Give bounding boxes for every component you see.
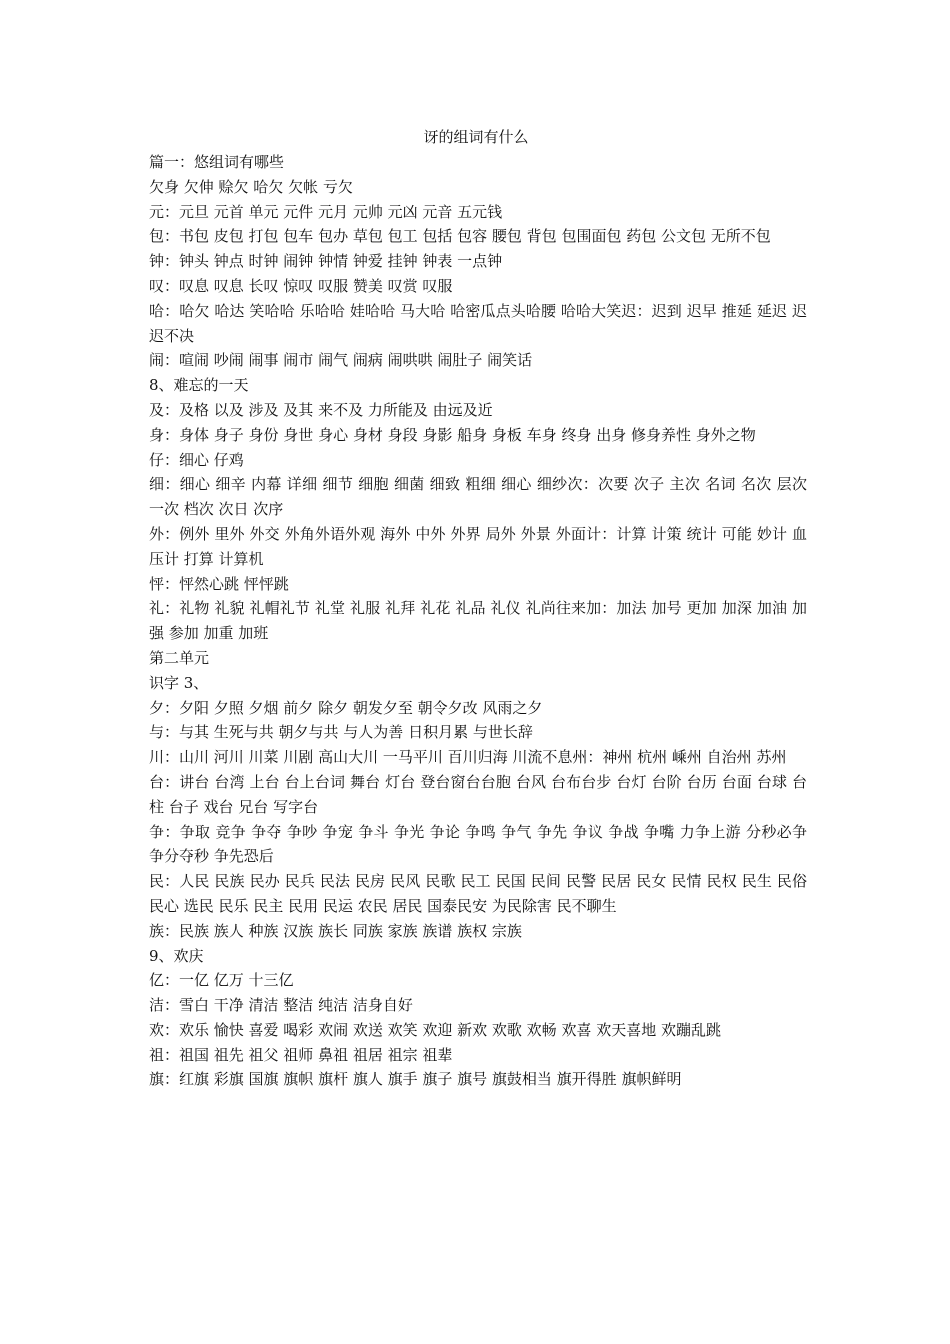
text-line: 篇一：悠组词有哪些 [149,153,285,171]
text-line: 祖：祖国 祖先 祖父 祖师 鼻祖 祖居 祖宗 祖辈 [149,1045,453,1064]
text-line: 身：身体 身子 身份 身世 身心 身材 身段 身影 船身 身板 车身 终身 出身 修身养性 身外之物 [149,425,756,444]
text-line: 细：细心 细辛 内幕 详细 细节 细胞 细菌 细致 粗细 细心 细纱次：次要 次子 主次 名词 名次 层次 一次 档次 次日 次序 [149,475,807,519]
text-line: 哈：哈欠 哈达 笑哈哈 乐哈哈 娃哈哈 马大哈 哈密瓜点头哈腰 哈哈大笑迟：迟到 迟早 推延 延迟 迟迟不决 [149,301,807,345]
text-line: 仔：细心 仔鸡 [149,450,244,469]
section-heading: 8、难忘的一天 [149,376,249,395]
text-line: 礼：礼物 礼貌 礼帽礼节 礼堂 礼服 礼拜 礼花 礼品 礼仪 礼尚往来加：加法 加号 更加 加深 加油 加强 参加 加重 加班 [149,599,807,643]
text-line: 闹：喧闹 吵闹 闹事 闹市 闹气 闹病 闹哄哄 闹肚子 闹笑话 [149,351,533,370]
text-line: 叹：叹息 叹息 长叹 惊叹 叹服 赞美 叹赏 叹服 [149,276,453,295]
text-line: 民：人民 民族 民办 民兵 民法 民房 民风 民歌 民工 民国 民间 民警 民居 民女 民情 民权 民生 民俗 民心 选民 民乐 民主 民用 民运 农民 居民 国泰民安 为民除害 民不聊生 [149,872,807,915]
text-line: 元：元旦 元首 单元 元件 元月 元帅 元凶 元音 五元钱 [149,202,503,221]
section-heading: 第二单元 [149,648,210,667]
document-body [145,150,807,1092]
text-line: 夕：夕阳 夕照 夕烟 前夕 除夕 朝发夕至 朝令夕改 风雨之夕 [149,698,543,717]
text-line: 洁：雪白 干净 清洁 整洁 纯洁 洁身自好 [149,996,413,1015]
text-line: 外：例外 里外 外交 外角外语外观 海外 中外 外界 局外 外景 外面计：计算 计策 统计 可能 妙计 血压计 打算 计算机 [149,524,807,568]
text-line: 怦：怦然心跳 怦怦跳 [149,574,289,593]
text-line: 及：及格 以及 涉及 及其 来不及 力所能及 由远及近 [149,400,493,419]
section-heading: 9、欢庆 [149,946,204,965]
text-line: 川：山川 河川 川菜 川剧 高山大川 一马平川 百川归海 川流不息州：神州 杭州 嵊州 自治州 苏州 [149,748,787,767]
text-line: 旗：红旗 彩旗 国旗 旗帜 旗杆 旗人 旗手 旗子 旗号 旗鼓相当 旗开得胜 旗帜鲜明 [149,1070,682,1089]
document-page [145,124,807,1092]
text-line: 族：民族 族人 种族 汉族 族长 同族 家族 族谱 族权 宗族 [149,921,522,940]
text-line: 欢：欢乐 愉快 喜爱 喝彩 欢闹 欢送 欢笑 欢迎 新欢 欢歌 欢畅 欢喜 欢天喜地 欢蹦乱跳 [149,1020,721,1039]
text-line: 亿：一亿 亿万 十三亿 [149,971,294,990]
text-line: 包：书包 皮包 打包 包车 包办 草包 包工 包括 包容 腰包 背包 包围面包 药包 公文包 无所不包 [149,227,771,246]
section-heading: 识字 3、 [149,673,209,692]
text-line: 欠身 欠伸 赊欠 哈欠 欠帐 亏欠 [149,177,353,196]
text-line: 与：与其 生死与共 朝夕与共 与人为善 日积月累 与世长辞 [149,723,533,742]
text-line: 争：争取 竞争 争夺 争吵 争宠 争斗 争光 争论 争鸣 争气 争先 争议 争战 争嘴 力争上游 分秒必争 争分夺秒 争先恐后 [149,822,807,866]
text-line: 钟：钟头 钟点 时钟 闹钟 钟情 钟爱 挂钟 钟表 一点钟 [149,252,503,271]
document-title: 讶的组词有什么 [423,128,529,146]
text-line: 台：讲台 台湾 上台 台上台词 舞台 灯台 登台窗台台胞 台风 台布台步 台灯 台阶 台历 台面 台球 台柱 台子 戏台 兄台 写字台 [149,772,807,816]
